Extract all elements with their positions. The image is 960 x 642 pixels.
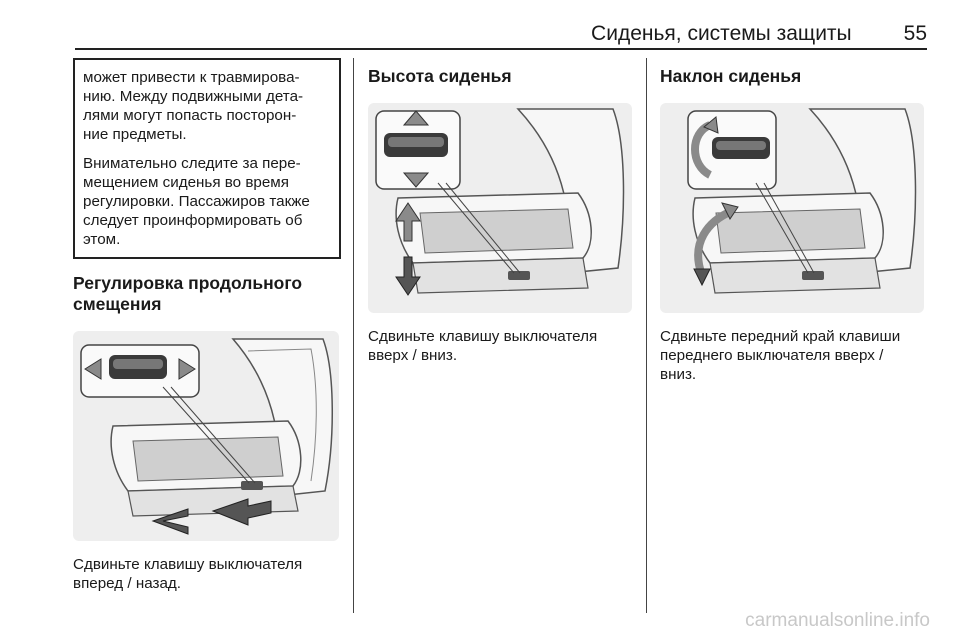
- column-middle: [368, 58, 636, 365]
- height-adjust-illustration: [368, 103, 632, 313]
- tilt-adjust-illustration: [660, 103, 924, 313]
- figure-caption: Сдвиньте передний край клавиши переднего выключателя вверх / вниз.: [660, 328, 901, 383]
- page-title: Сиденья, системы защиты: [591, 22, 852, 45]
- page-number: 55: [903, 22, 927, 45]
- warning-paragraph: Внимательно следите за пере- мещением сиденья во время регулировки. Пассажиров также следует проинформировать об этом.: [83, 155, 310, 248]
- figure-caption: Сдвиньте клавишу выключателя вперед / назад.: [73, 556, 303, 592]
- column-divider: [353, 58, 354, 613]
- fore-aft-adjust-illustration: [73, 331, 339, 541]
- column-left: [73, 58, 341, 593]
- section-heading: Наклон сиденья: [660, 66, 802, 86]
- column-right: [660, 58, 928, 384]
- section-heading: Высота сиденья: [368, 66, 512, 86]
- watermark: carmanualsonline.info: [745, 610, 930, 631]
- section-heading: Регулировка продольного смещения: [73, 273, 303, 314]
- warning-paragraph: может привести к травмирова- нию. Между подвижными дета- лями могут попасть посторон- ние предметы.: [83, 69, 304, 143]
- page-header: [75, 22, 927, 50]
- figure-caption: Сдвиньте клавишу выключателя вверх / вниз.: [368, 328, 598, 364]
- column-divider: [646, 58, 647, 613]
- warning-box: [73, 58, 341, 259]
